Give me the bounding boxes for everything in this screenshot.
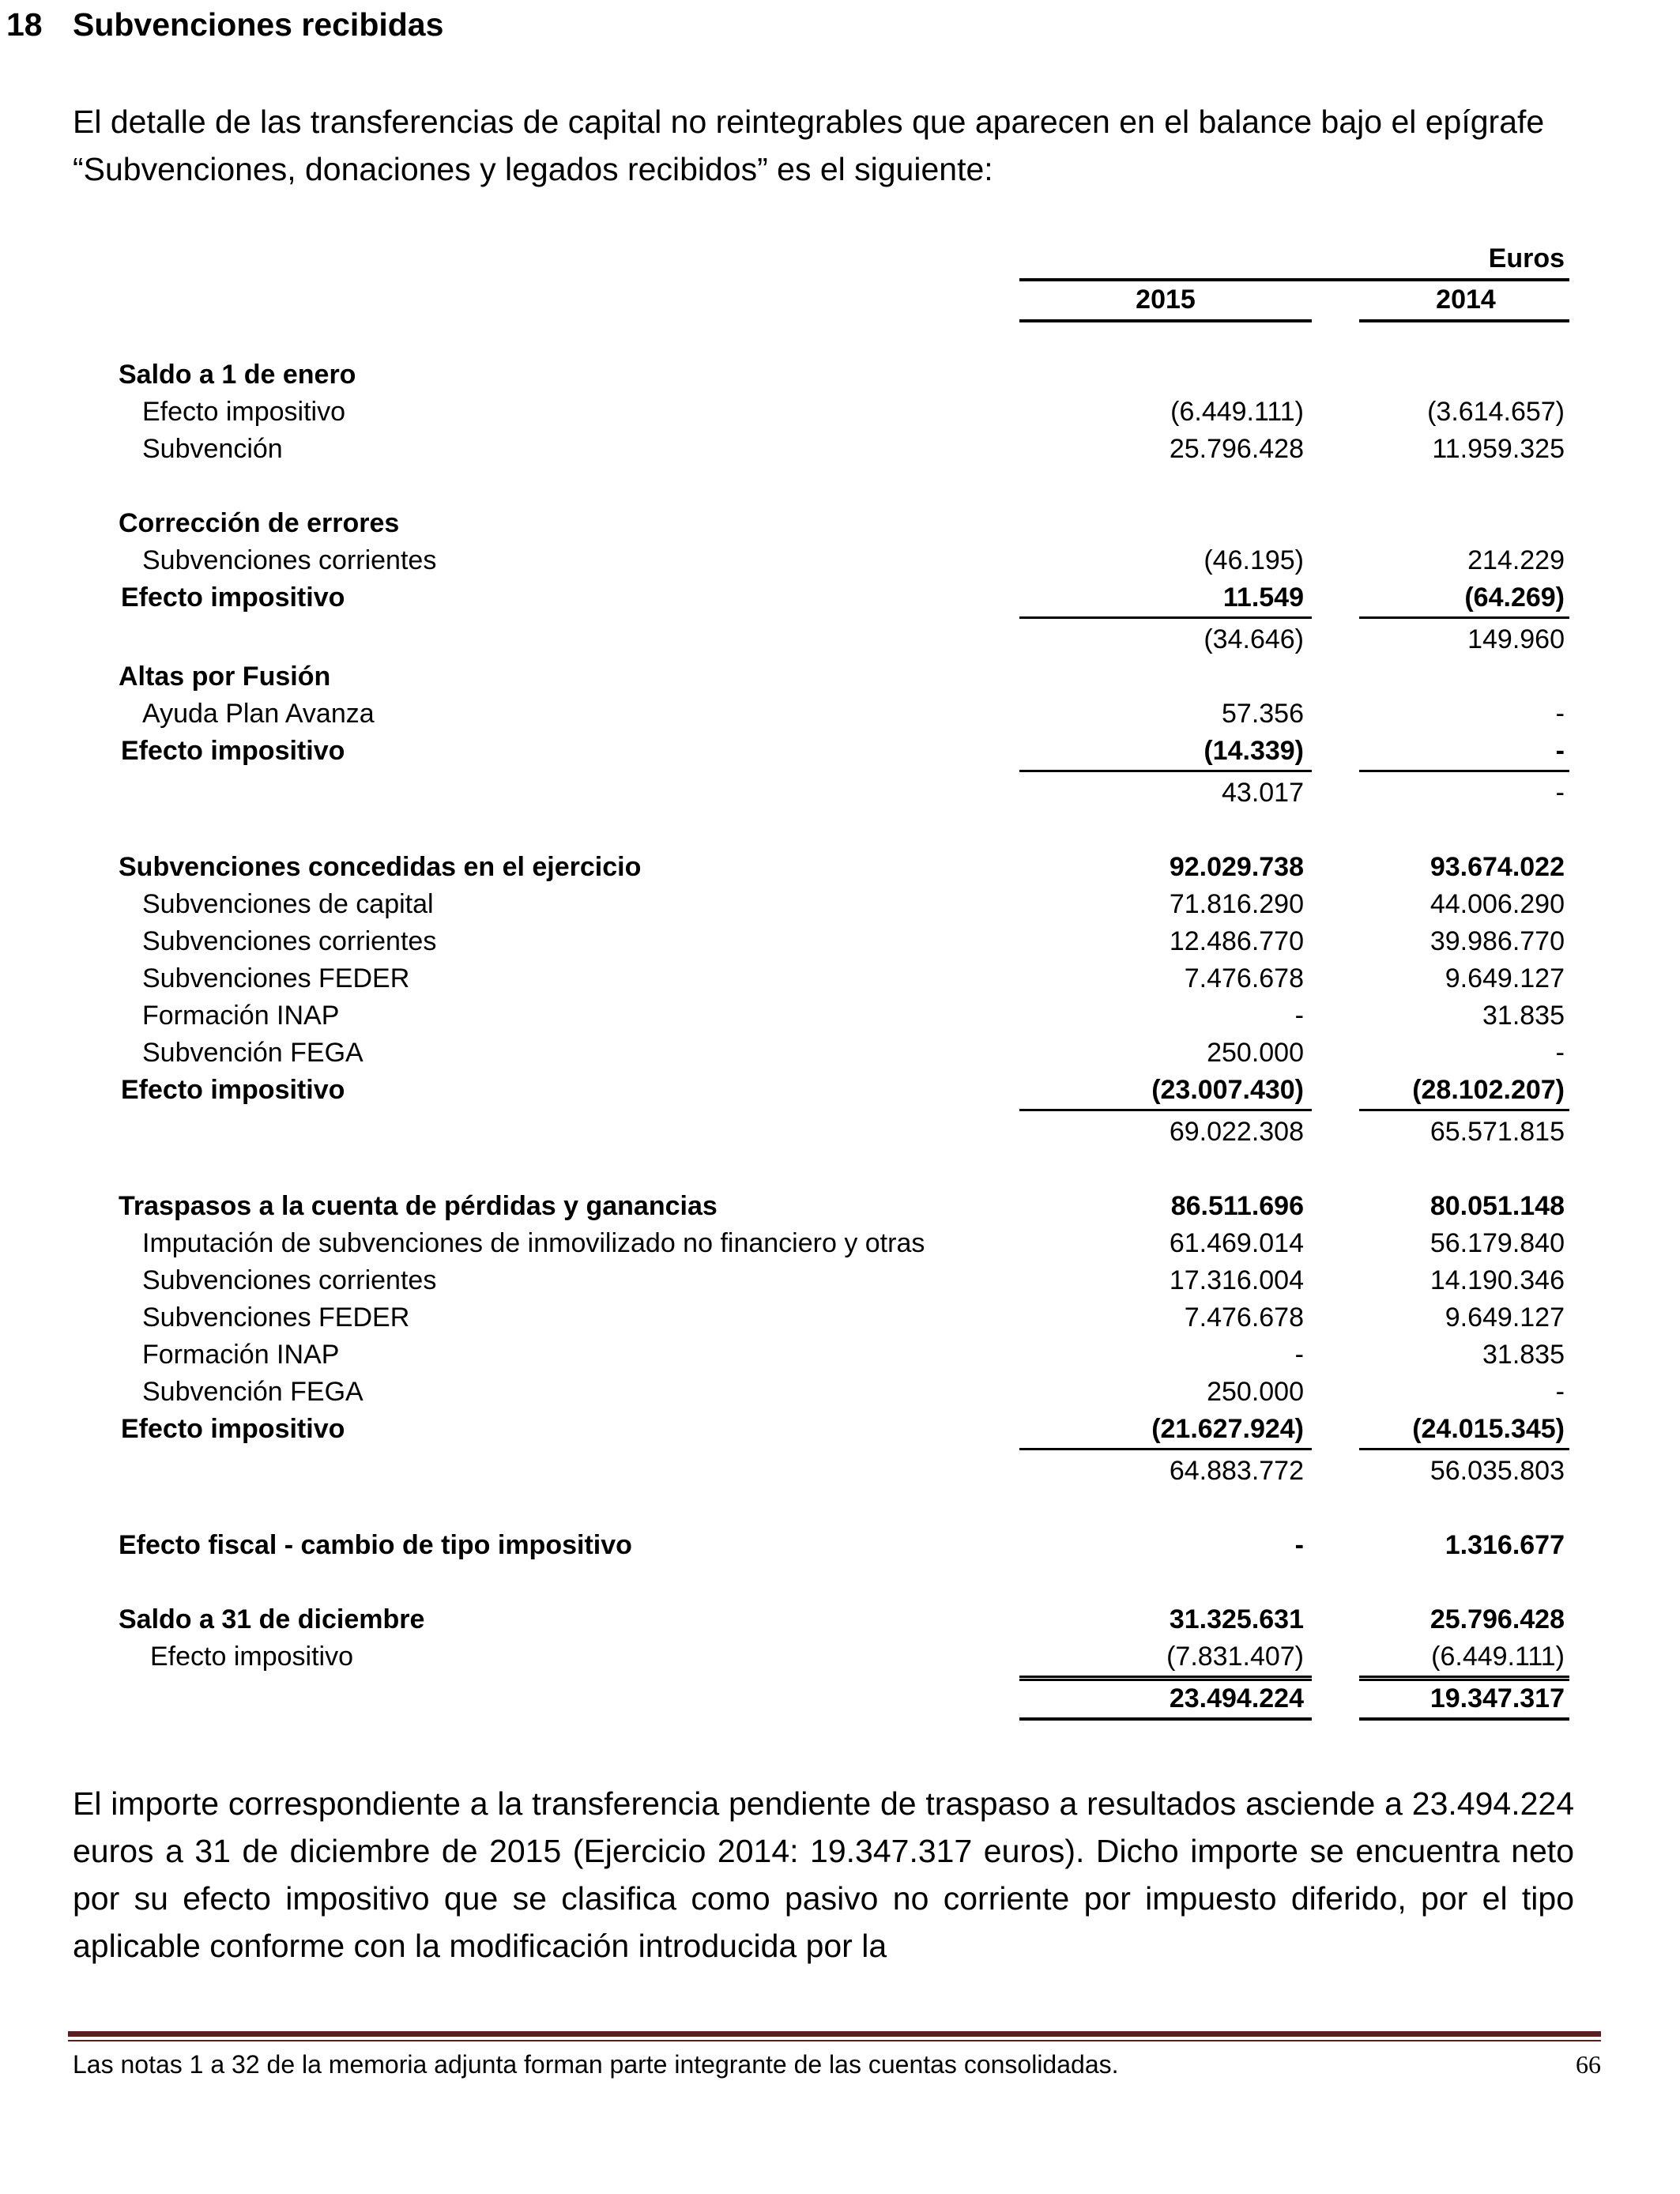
row-label-efecto-impositivo: Efecto impositivo xyxy=(121,736,345,766)
table-row xyxy=(0,1191,1680,1227)
value-2014: - xyxy=(1555,699,1565,729)
value-2014: 56.179.840 xyxy=(1430,1228,1565,1258)
value-2015: - xyxy=(1294,1001,1304,1031)
underline-2014 xyxy=(1359,1448,1569,1450)
total-rule-2014 xyxy=(1359,1679,1569,1681)
value-2015: 43.017 xyxy=(1222,778,1304,808)
value-2015: 12.486.770 xyxy=(1169,926,1304,956)
value-2015: 23.494.224 xyxy=(1169,1683,1304,1713)
value-2014: - xyxy=(1555,1038,1565,1068)
underline-2014 xyxy=(1359,1676,1569,1678)
value-2015: (6.449.111) xyxy=(1170,397,1304,427)
value-2014: 25.796.428 xyxy=(1430,1604,1565,1634)
row-label-subvenciones-corrientes: Subvenciones corrientes xyxy=(142,1265,437,1295)
table-row xyxy=(0,1530,1680,1566)
value-2015: (14.339) xyxy=(1203,736,1304,766)
value-2014: 1.316.677 xyxy=(1445,1530,1565,1560)
value-2014: - xyxy=(1555,736,1565,766)
value-2015: - xyxy=(1294,1530,1304,1560)
row-label-subvenciones-feder: Subvenciones FEDER xyxy=(142,1302,410,1333)
row-label-imputacion-de-subvenciones-de-inmovilizado-no-financiero-y-otras: Imputación de subvenciones de inmovilizado no financiero y otras xyxy=(142,1228,925,1258)
value-2015: 61.469.014 xyxy=(1169,1228,1304,1258)
value-2015: 17.316.004 xyxy=(1169,1265,1304,1295)
value-2014: 9.649.127 xyxy=(1445,1302,1565,1333)
table-row xyxy=(0,582,1680,619)
underline-2014 xyxy=(1359,770,1569,772)
row-label-subvencion: Subvención xyxy=(142,434,283,464)
underline-2015 xyxy=(1019,616,1312,619)
row-label-formacion-inap: Formación INAP xyxy=(142,1001,340,1031)
currency-label: Euros xyxy=(1488,243,1565,273)
table-row xyxy=(0,1001,1680,1037)
value-2014: (64.269) xyxy=(1464,582,1565,613)
row-label-efecto-impositivo: Efecto impositivo xyxy=(142,397,345,427)
value-2014: (6.449.111) xyxy=(1431,1642,1565,1672)
value-2015: 71.816.290 xyxy=(1169,889,1304,919)
table-row xyxy=(0,508,1680,545)
underline-2014 xyxy=(1359,1109,1569,1111)
value-2014: 31.835 xyxy=(1482,1340,1565,1370)
table-row xyxy=(0,1604,1680,1641)
value-2015: (21.627.924) xyxy=(1151,1414,1304,1444)
row-label-efecto-impositivo: Efecto impositivo xyxy=(121,582,345,613)
table-row xyxy=(0,434,1680,470)
row-label-subvenciones-corrientes: Subvenciones corrientes xyxy=(142,926,437,956)
value-2015: (46.195) xyxy=(1203,545,1304,575)
row-label-subvencion-fega: Subvención FEGA xyxy=(142,1038,363,1068)
column-header-2015: 2015 xyxy=(1136,285,1196,315)
footer-note: Las notas 1 a 32 de la memoria adjunta forman parte integrante de las cuentas consolidadas. xyxy=(73,2050,1119,2079)
row-label-efecto-impositivo: Efecto impositivo xyxy=(121,1414,345,1444)
table-row xyxy=(0,1302,1680,1339)
section-number: 18 xyxy=(6,6,43,43)
row-label-efecto-impositivo: Efecto impositivo xyxy=(121,1075,345,1105)
value-2015: 25.796.428 xyxy=(1169,434,1304,464)
underline-2015 xyxy=(1019,770,1312,772)
value-2014: 214.229 xyxy=(1467,545,1565,575)
underline-2014 xyxy=(1359,1717,1569,1721)
value-2014: 14.190.346 xyxy=(1430,1265,1565,1295)
value-2014: (28.102.207) xyxy=(1412,1075,1565,1105)
value-2014: 80.051.148 xyxy=(1430,1191,1565,1221)
value-2015: (34.646) xyxy=(1203,624,1304,654)
table-row xyxy=(0,1228,1680,1265)
section-title: Subvenciones recibidas xyxy=(73,6,444,43)
value-2015: 250.000 xyxy=(1207,1038,1304,1068)
intro-text: El detalle de las transferencias de capital no reintegrables que aparecen en el balance bajo el epígrafe “Subvenciones, donaciones y legados recibidos” es el siguiente: xyxy=(73,104,1545,187)
row-label-traspasos-a-la-cuenta-de-perdidas-y-ganancias: Traspasos a la cuenta de pérdidas y ganancias xyxy=(119,1191,718,1221)
value-2015: 7.476.678 xyxy=(1184,1302,1304,1333)
table-row xyxy=(0,1683,1680,1720)
row-label-saldo-a-1-de-enero: Saldo a 1 de enero xyxy=(119,360,356,390)
row-label-subvenciones-de-capital: Subvenciones de capital xyxy=(142,889,434,919)
value-2014: 9.649.127 xyxy=(1445,963,1565,993)
value-2014: 149.960 xyxy=(1467,624,1565,654)
table-row xyxy=(0,1377,1680,1413)
table-row xyxy=(0,1038,1680,1074)
value-2015: 7.476.678 xyxy=(1184,963,1304,993)
column-rule-2015 xyxy=(1019,319,1312,322)
closing-text: El importe correspondiente a la transferencia pendiente de traspaso a resultados asciende a 23.494.224 euros a 31 de diciembre de 2015 (Ejercicio 2014: 19.347.317 euros). Dicho importe se encuentra neto por su efecto impositivo que se clasifica como pasivo no corriente por impuesto diferido, por el tipo aplicable conforme con la modificación introducida por la xyxy=(73,1785,1574,1964)
value-2014: 11.959.325 xyxy=(1432,434,1565,464)
table-row xyxy=(0,926,1680,963)
value-2015: 86.511.696 xyxy=(1170,1191,1304,1221)
column-rule-2014 xyxy=(1359,319,1569,322)
table-row xyxy=(0,963,1680,1000)
value-2014: 19.347.317 xyxy=(1430,1683,1565,1713)
currency-rule xyxy=(1019,278,1569,281)
row-label-correccion-de-errores: Corrección de errores xyxy=(119,508,400,538)
table-row xyxy=(0,545,1680,582)
value-2015: 64.883.772 xyxy=(1169,1456,1304,1486)
row-label-ayuda-plan-avanza: Ayuda Plan Avanza xyxy=(142,699,375,729)
row-label-efecto-impositivo: Efecto impositivo xyxy=(150,1642,353,1672)
table-row xyxy=(0,1456,1680,1492)
table-row xyxy=(0,736,1680,772)
table-row xyxy=(0,1265,1680,1302)
row-label-formacion-inap: Formación INAP xyxy=(142,1340,340,1370)
column-header-2014: 2014 xyxy=(1436,285,1496,315)
row-label-altas-por-fusion: Altas por Fusión xyxy=(119,662,331,692)
value-2015: 250.000 xyxy=(1207,1377,1304,1407)
value-2014: 56.035.803 xyxy=(1430,1456,1565,1486)
intro-paragraph xyxy=(73,98,1590,193)
value-2014: - xyxy=(1555,1377,1565,1407)
table-row xyxy=(0,1414,1680,1450)
total-rule-2015 xyxy=(1019,1679,1312,1681)
row-label-subvencion-fega: Subvención FEGA xyxy=(142,1377,363,1407)
section-heading xyxy=(6,6,443,43)
value-2015: 31.325.631 xyxy=(1169,1604,1304,1634)
value-2014: 31.835 xyxy=(1482,1001,1565,1031)
table-row xyxy=(0,852,1680,888)
value-2015: 69.022.308 xyxy=(1169,1117,1304,1147)
table-row xyxy=(0,778,1680,814)
value-2014: (3.614.657) xyxy=(1427,397,1565,427)
page-number: 66 xyxy=(1576,2050,1601,2079)
table-row xyxy=(0,397,1680,433)
value-2015: 92.029.738 xyxy=(1169,852,1304,882)
table-row xyxy=(0,699,1680,735)
underline-2014 xyxy=(1359,616,1569,619)
table-row xyxy=(0,1075,1680,1111)
table-row xyxy=(0,662,1680,698)
row-label-efecto-fiscal-cambio-de-tipo-impositivo: Efecto fiscal - cambio de tipo impositivo xyxy=(119,1530,632,1560)
underline-2015 xyxy=(1019,1448,1312,1450)
underline-2015 xyxy=(1019,1717,1312,1721)
closing-paragraph xyxy=(73,1780,1574,1970)
row-label-saldo-a-31-de-diciembre: Saldo a 31 de diciembre xyxy=(119,1604,425,1634)
row-label-subvenciones-corrientes: Subvenciones corrientes xyxy=(142,545,437,575)
row-label-subvenciones-concedidas-en-el-ejercicio: Subvenciones concedidas en el ejercicio xyxy=(119,852,642,882)
grants-table xyxy=(0,237,1680,1723)
value-2014: 39.986.770 xyxy=(1430,926,1565,956)
value-2015: (23.007.430) xyxy=(1151,1075,1304,1105)
row-label-subvenciones-feder: Subvenciones FEDER xyxy=(142,963,410,993)
value-2014: 65.571.815 xyxy=(1430,1117,1565,1147)
table-row xyxy=(0,889,1680,925)
value-2015: (7.831.407) xyxy=(1166,1642,1304,1672)
footer-rule xyxy=(68,2031,1601,2041)
value-2014: - xyxy=(1555,778,1565,808)
value-2015: 57.356 xyxy=(1222,699,1304,729)
value-2015: 11.549 xyxy=(1222,582,1304,613)
table-row xyxy=(0,1642,1680,1678)
table-row xyxy=(0,360,1680,396)
table-row xyxy=(0,1117,1680,1153)
value-2015: - xyxy=(1294,1340,1304,1370)
value-2014: 44.006.290 xyxy=(1430,889,1565,919)
value-2014: 93.674.022 xyxy=(1430,852,1565,882)
table-row xyxy=(0,624,1680,661)
underline-2015 xyxy=(1019,1676,1312,1678)
table-row xyxy=(0,1340,1680,1376)
underline-2015 xyxy=(1019,1109,1312,1111)
value-2014: (24.015.345) xyxy=(1412,1414,1565,1444)
